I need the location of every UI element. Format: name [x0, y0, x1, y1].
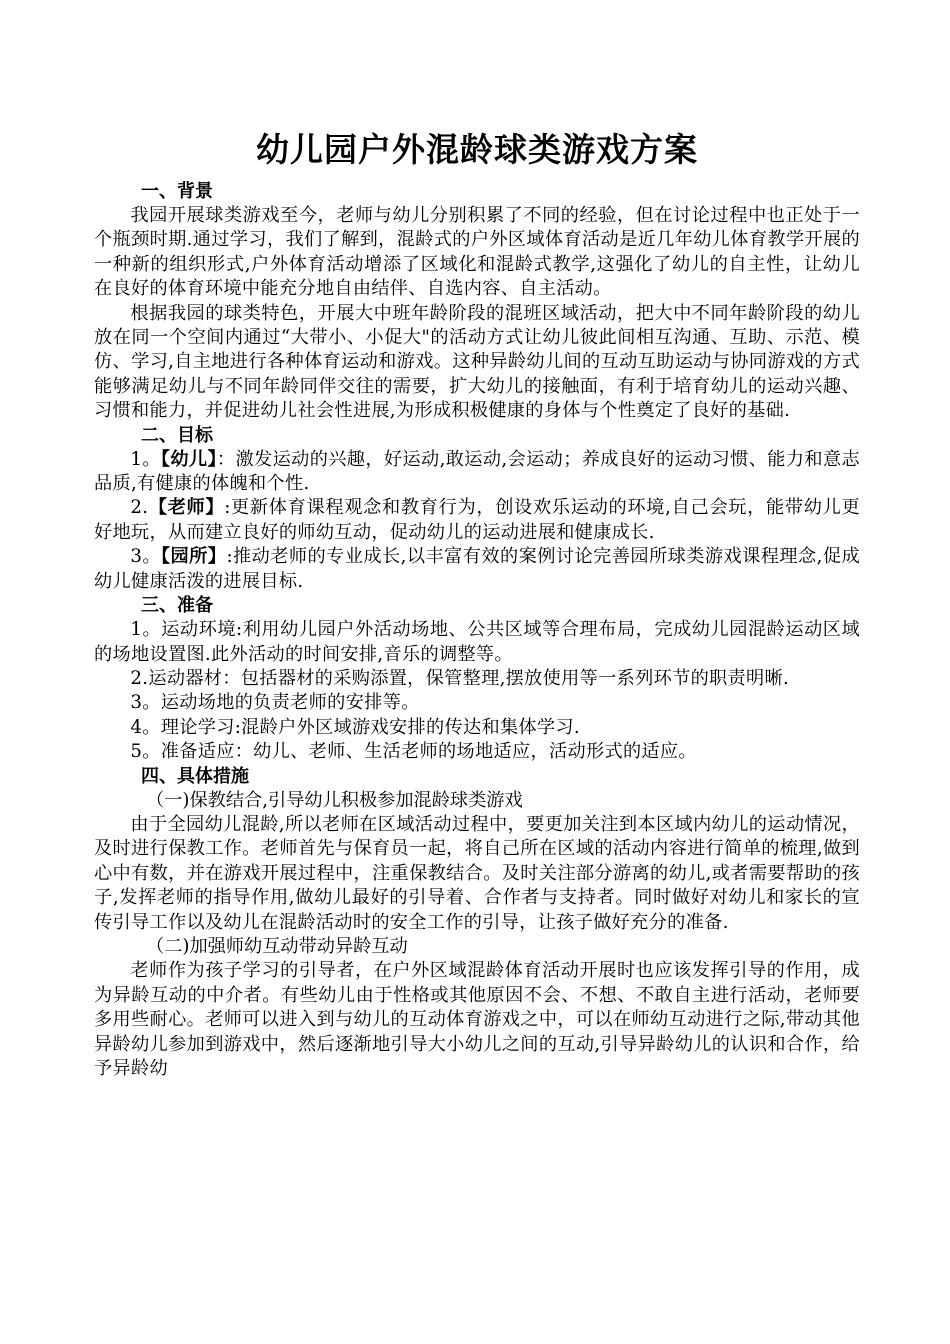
- subsection-title-care-education: （一)保教结合,引导幼儿积极参加混龄球类游戏: [146, 789, 523, 811]
- preparation-item-adaptation: 5。准备适应：幼儿、老师、生活老师的场地适应，活动形式的适应。: [130, 741, 697, 763]
- goal-text: :更新体育课程观念和教育行为，创设欢乐运动的环境,自己会玩，能带幼儿更好地玩，从而建立良好的师幼互动，促动幼儿的运动进展和健康成长.: [94, 497, 860, 543]
- preparation-item-staffing: 3。运动场地的负责老师的安排等。: [130, 692, 420, 714]
- goal-item-kindergarten: [94, 545, 860, 594]
- section-heading-preparation: 三、准备: [141, 595, 213, 617]
- subsection-title-teacher-child-interaction: （二)加强师幼互动带动异龄互动: [146, 935, 408, 957]
- goal-text: ：激发运动的兴趣，好运动,敢运动,会运动；养成良好的运动习惯、能力和意志品质,有健康的体魄和个性.: [94, 448, 860, 495]
- preparation-item-study: 4。理论学习:混龄户外区域游戏安排的传达和集体学习.: [130, 716, 580, 738]
- section-heading-background: 一、背景: [141, 181, 213, 202]
- goal-label: 【园所】: [161, 546, 227, 568]
- goal-item-teachers: [94, 496, 860, 545]
- document-title: 幼儿园户外混龄球类游戏方案: [256, 130, 698, 169]
- goal-number: 1。: [130, 448, 161, 470]
- goal-label: 【幼儿】: [160, 448, 217, 470]
- preparation-item-environment: 1。运动环境:利用幼儿园户外活动场地、公共区域等合理布局，完成幼儿园混龄运动区域的场地设置图.此外活动的时间安排,音乐的调整等。: [94, 619, 860, 665]
- goal-number: 3。: [130, 546, 162, 568]
- subsection-paragraph-care-education: 由于全园幼儿混龄,所以老师在区域活动过程中，要更加关注到本区域内幼儿的运动情况，及时进行保教工作。老师首先与保育员一起，将自己所在区域的活动内容进行简单的梳理,做到心中有数，并在游戏开展过程中，注重保教结合。及时关注部分游离的幼儿,或者需要帮助的孩子,发挥老师的指导作用,做幼儿最好的引导着、合作者与支持者。同时做好对幼儿和家长的宣传引导工作以及幼儿在混龄活动时的安全工作的引导，让孩子做好充分的准备.: [94, 813, 860, 933]
- goal-label: 【老师】: [148, 497, 225, 519]
- section-heading-measures: 四、具体措施: [141, 765, 249, 787]
- preparation-item-equipment: 2.运动器材：包括器材的采购添置，保管整理,摆放使用等一系列环节的职责明晰.: [130, 667, 790, 689]
- goal-text: :推动老师的专业成长,以丰富有效的案例讨论完善园所球类游戏课程理念,促成幼儿健康活泼的进展目标.: [94, 546, 860, 592]
- subsection-paragraph-teacher-child-interaction: 老师作为孩子学习的引导者，在户外区域混龄体育活动开展时也应该发挥引导的作用，成为异龄互动的中介者。有些幼儿由于性格或其他原因不会、不想、不敢自主进行活动，老师要多用些耐心。老师可以进入到与幼儿的互动体育游戏之中，可以在师幼互动进行之际,带动其他异龄幼儿参加到游戏中，然后逐渐地引导大小幼儿之间的互动,引导异龄幼儿的认识和合作，给予异龄幼: [94, 960, 860, 1079]
- section-heading-goals: 二、目标: [141, 424, 213, 446]
- background-paragraph-1: 我园开展球类游戏至今，老师与幼儿分别积累了不同的经验，但在讨论过程中也正处于一个瓶颈时期.通过学习，我们了解到，混龄式的户外区域体育活动是近几年幼儿体育教学开展的一种新的组织形式,户外体育活动增添了区域化和混龄式教学,这强化了幼儿的自主性，让幼儿在良好的体育环境中能充分地自由结伴、自选内容、自主活动。: [94, 205, 860, 300]
- goal-number: 2.: [130, 497, 149, 519]
- goal-item-children: [94, 448, 860, 497]
- document-body: [94, 126, 860, 1081]
- background-paragraph-2: 根据我园的球类特色，开展大中班年龄阶段的混班区域活动，把大中不同年龄阶段的幼儿放在同一个空间内通过“大带小、小促大"的活动方式让幼儿彼此间相互沟通、互助、示范、模仿、学习,自主地进行各种体育运动和游戏。这种异龄幼儿间的互动互助运动与协同游戏的方式能够满足幼儿与不同年龄同伴交往的需要，扩大幼儿的接触面，有利于培育幼儿的运动兴趣、习惯和能力，并促进幼儿社会性进展,为形成积极健康的身体与个性奠定了良好的基础.: [94, 302, 860, 422]
